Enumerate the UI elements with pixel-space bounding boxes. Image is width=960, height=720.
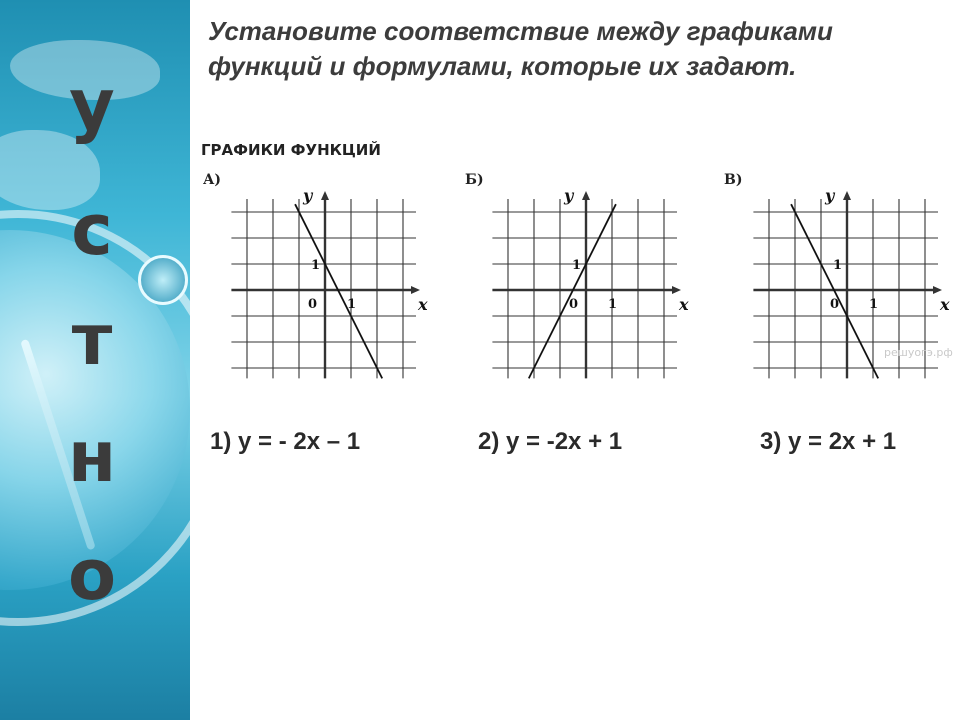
vertical-letter-3: т — [71, 299, 113, 381]
y-unit-label: 1 — [311, 258, 321, 273]
x-unit-label: 1 — [608, 297, 618, 312]
x-unit-label: 1 — [869, 297, 879, 312]
x-axis-arrow — [933, 286, 942, 294]
graph-b — [476, 170, 726, 385]
task-title: Установите соответствие между графиками функций и формулами, которые их задают. — [208, 16, 833, 81]
plot-a-letter: А) — [203, 172, 222, 188]
formula-3: 3) y = 2x + 1 — [760, 428, 897, 455]
x-unit-label: 1 — [347, 297, 357, 312]
y-axis-arrow — [582, 191, 590, 200]
origin-label: 0 — [569, 297, 579, 312]
graph-a — [215, 170, 465, 385]
function-line — [791, 204, 878, 378]
vertical-letter-5: о — [67, 534, 117, 616]
y-axis-label: y — [303, 186, 313, 205]
origin-label: 0 — [308, 297, 318, 312]
function-line — [295, 204, 382, 378]
y-unit-label: 1 — [833, 258, 843, 273]
x-axis-label: x — [418, 295, 428, 314]
x-axis-label: x — [940, 295, 950, 314]
graphs-section-label: ГРАФИКИ ФУНКЦИЙ — [201, 141, 381, 159]
plot-b-letter: Б) — [465, 172, 484, 188]
watermark: решуогэ.рф — [884, 346, 953, 359]
origin-label: 0 — [830, 297, 840, 312]
x-axis-arrow — [411, 286, 420, 294]
vertical-letter-4: н — [67, 416, 117, 498]
vertical-letter-1: у — [69, 64, 115, 146]
y-axis-arrow — [843, 191, 851, 200]
x-axis-label: x — [679, 295, 689, 314]
plot-v-letter: В) — [724, 172, 743, 188]
y-axis-label: y — [564, 186, 574, 205]
vertical-letter-2: с — [71, 189, 113, 271]
function-line — [529, 204, 616, 378]
formula-1: 1) y = - 2x – 1 — [210, 428, 361, 455]
compass-crown — [138, 255, 188, 305]
y-unit-label: 1 — [572, 258, 582, 273]
y-axis-label: y — [825, 186, 835, 205]
x-axis-arrow — [672, 286, 681, 294]
y-axis-arrow — [321, 191, 329, 200]
formula-2: 2) y = -2x + 1 — [478, 428, 623, 455]
